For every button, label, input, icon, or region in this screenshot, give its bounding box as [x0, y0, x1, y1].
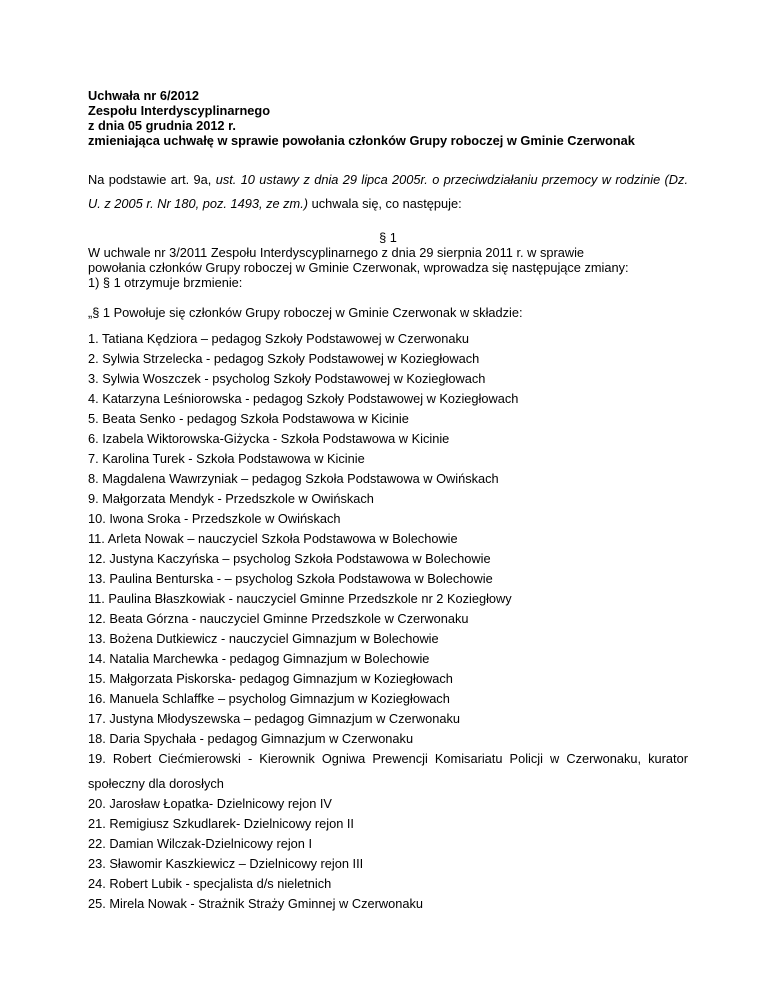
list-item: 24. Robert Lubik - specjalista d/s nieletnich	[88, 876, 332, 891]
resolution-number: Uchwała nr 6/2012	[88, 88, 199, 103]
resolution-subject: zmieniająca uchwałę w sprawie powołania członków Grupy roboczej w Gminie Czerwonak	[88, 133, 635, 148]
list-item: 12. Justyna Kaczyńska – psycholog Szkoła Podstawowa w Bolechowie	[88, 551, 491, 566]
list-item: 14. Natalia Marchewka - pedagog Gimnazjum w Bolechowie	[88, 651, 430, 666]
list-item: 19. Robert Ciećmierowski - Kierownik Ogniwa Prewencji Komisariatu Policji w Czerwonaku, kurator społeczny dla dorosłych	[88, 751, 688, 791]
list-item: 18. Daria Spychała - pedagog Gimnazjum w Czerwonaku	[88, 731, 414, 746]
list-item: 4. Katarzyna Leśniorowska - pedagog Szkoły Podstawowej w Koziegłowach	[88, 391, 519, 406]
amendment-point: 1) § 1 otrzymuje brzmienie:	[88, 275, 243, 290]
legal-basis-suffix: uchwala się, co następuje:	[308, 196, 462, 211]
document-page	[88, 88, 688, 916]
list-item: 10. Iwona Sroka - Przedszkole w Owińskach	[88, 511, 341, 526]
list-item: 3. Sylwia Woszczek - psycholog Szkoły Podstawowej w Koziegłowach	[88, 371, 486, 386]
section-mark: § 1	[379, 230, 397, 245]
amendment-text	[88, 245, 688, 290]
list-item: 23. Sławomir Kaszkiewicz – Dzielnicowy rejon III	[88, 856, 364, 871]
legal-basis-statute: ust. 10 ustawy z dnia 29 lipca 2005r. o przeciwdziałaniu przemocy w rodzinie (Dz. U. z 2005 r. Nr 180, poz. 1493, ze zm.)	[88, 172, 688, 211]
list-item: 8. Magdalena Wawrzyniak – pedagog Szkoła Podstawowa w Owińskach	[88, 471, 499, 486]
list-item: 13. Paulina Benturska - – psycholog Szkoła Podstawowa w Bolechowie	[88, 571, 493, 586]
resolution-body: Zespołu Interdyscyplinarnego	[88, 103, 271, 118]
list-item: 6. Izabela Wiktorowska-Giżycka - Szkoła Podstawowa w Kicinie	[88, 431, 450, 446]
list-item: 13. Bożena Dutkiewicz - nauczyciel Gimnazjum w Bolechowie	[88, 631, 439, 646]
list-item: 25. Mirela Nowak - Strażnik Straży Gminnej w Czerwonaku	[88, 896, 423, 911]
list-item: 22. Damian Wilczak-Dzielnicowy rejon I	[88, 836, 313, 851]
list-item: 15. Małgorzata Piskorska- pedagog Gimnazjum w Koziegłowach	[88, 671, 453, 686]
legal-basis	[88, 168, 688, 216]
list-item: 17. Justyna Młodyszewska – pedagog Gimnazjum w Czerwonaku	[88, 711, 460, 726]
list-item: 5. Beata Senko - pedagog Szkoła Podstawowa w Kicinie	[88, 411, 409, 426]
list-item: 9. Małgorzata Mendyk - Przedszkole w Owińskach	[88, 491, 374, 506]
amendment-line: powołania członków Grupy roboczej w Gminie Czerwonak, wprowadza się następujące zmiany:	[88, 260, 629, 275]
resolution-date: z dnia 05 grudnia 2012 r.	[88, 118, 236, 133]
list-item: 11. Arleta Nowak – nauczyciel Szkoła Podstawowa w Bolechowie	[88, 531, 458, 546]
legal-basis-prefix: Na podstawie art. 9a,	[88, 172, 216, 187]
list-item: 2. Sylwia Strzelecka - pedagog Szkoły Podstawowej w Koziegłowach	[88, 351, 480, 366]
members-list	[88, 331, 688, 911]
resolution-header	[88, 88, 688, 148]
list-item: 12. Beata Górzna - nauczyciel Gminne Przedszkole w Czerwonaku	[88, 611, 469, 626]
list-item: 11. Paulina Błaszkowiak - nauczyciel Gminne Przedszkole nr 2 Koziegłowy	[88, 591, 512, 606]
list-item: 1. Tatiana Kędziora – pedagog Szkoły Podstawowej w Czerwonaku	[88, 331, 470, 346]
list-item: 7. Karolina Turek - Szkoła Podstawowa w Kicinie	[88, 451, 365, 466]
list-item: 20. Jarosław Łopatka- Dzielnicowy rejon IV	[88, 796, 332, 811]
amendment-line: W uchwale nr 3/2011 Zespołu Interdyscyplinarnego z dnia 29 sierpnia 2011 r. w sprawie	[88, 245, 585, 260]
list-item: 21. Remigiusz Szkudlarek- Dzielnicowy rejon II	[88, 816, 354, 831]
members-intro: „§ 1 Powołuje się członków Grupy roboczej w Gminie Czerwonak w składzie:	[88, 305, 523, 320]
list-item: 16. Manuela Schlaffke – psycholog Gimnazjum w Koziegłowach	[88, 691, 450, 706]
